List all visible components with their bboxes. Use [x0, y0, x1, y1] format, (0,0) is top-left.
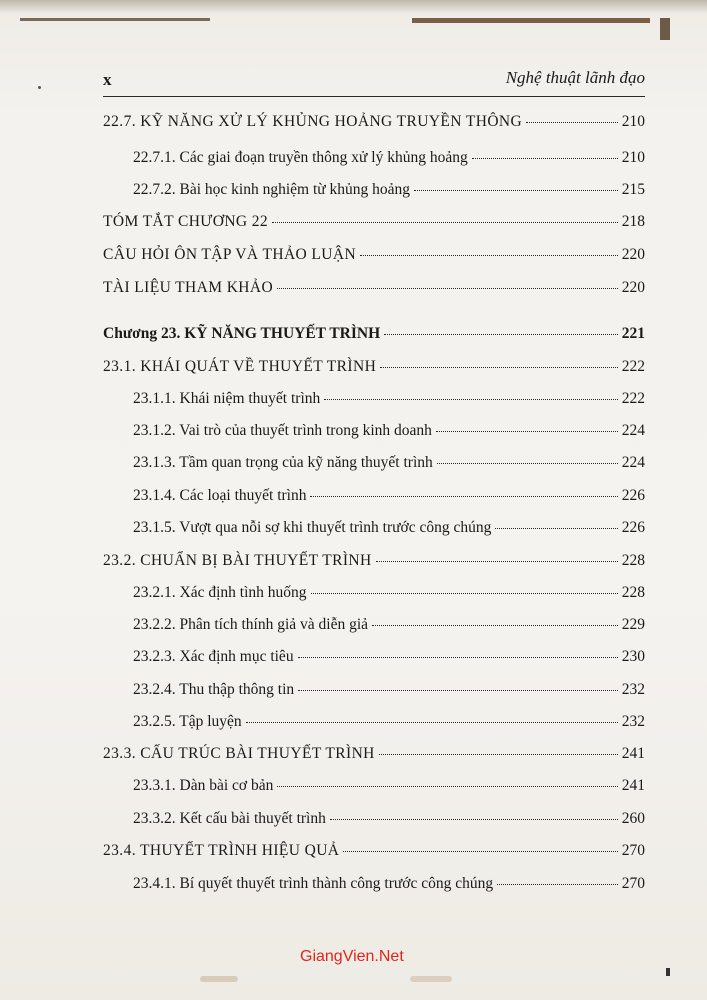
toc-entry	[103, 552, 645, 574]
toc-entry-label: 23.1.4. Các loại thuyết trình	[133, 487, 307, 504]
dot-leader	[324, 399, 617, 400]
toc-entry-label: 23.2.3. Xác định mục tiêu	[133, 648, 294, 665]
toc-entry-page: 232	[621, 713, 645, 730]
toc-entry	[133, 681, 645, 703]
book-title: Nghệ thuật lãnh đạo	[505, 68, 645, 87]
dot-leader	[495, 528, 617, 529]
toc-entry	[103, 358, 645, 380]
toc-entry-label: 23.1.5. Vượt qua nỗi sợ khi thuyết trình trước công chúng	[133, 519, 492, 536]
toc-entry	[133, 487, 645, 509]
corner-mark	[660, 18, 670, 40]
toc-entry	[103, 745, 645, 767]
bottom-smudge-right	[410, 976, 452, 982]
toc-entry	[103, 325, 645, 347]
toc-entry-label: 22.7. KỸ NĂNG XỬ LÝ KHỦNG HOẢNG TRUYỀN THÔNG	[103, 113, 523, 130]
toc-entry	[103, 279, 645, 301]
toc-entry	[103, 246, 645, 268]
toc-entry	[133, 648, 645, 670]
toc-entry-page: 241	[621, 777, 645, 794]
toc-entry-label: 23.4.1. Bí quyết thuyết trình thành công trước công chúng	[133, 875, 494, 892]
toc-entry-page: 221	[621, 325, 645, 342]
dot-leader	[343, 851, 617, 852]
toc-entry-label: Chương 23. KỸ NĂNG THUYẾT TRÌNH	[103, 325, 381, 342]
toc-entry-label: 23.1.1. Khái niệm thuyết trình	[133, 390, 321, 407]
dot-leader	[472, 158, 618, 159]
dot-leader	[360, 255, 618, 256]
dot-leader	[330, 819, 618, 820]
toc-entry-label: 23.1.2. Vai trò của thuyết trình trong kinh doanh	[133, 422, 432, 439]
toc-entry-label: 23.3.1. Dàn bài cơ bản	[133, 777, 274, 794]
toc-entry-page: 228	[621, 584, 645, 601]
toc-entry	[133, 390, 645, 412]
running-header	[103, 68, 645, 94]
toc-entry-page: 220	[621, 279, 645, 296]
toc-entry-label: 23.2.4. Thu thập thông tin	[133, 681, 295, 698]
dot-leader	[437, 463, 618, 464]
toc-entry-page: 232	[621, 681, 645, 698]
toc-entry-label: CÂU HỎI ÔN TẬP VÀ THẢO LUẬN	[103, 246, 357, 263]
dot-leader	[311, 593, 618, 594]
dot-leader	[372, 625, 618, 626]
dot-leader	[310, 496, 617, 497]
dot-leader	[298, 657, 618, 658]
dot-leader	[497, 884, 618, 885]
toc-entry	[133, 149, 645, 171]
toc-entry-page: 260	[621, 810, 645, 827]
toc-entry-label: 23.2.2. Phân tích thính giả và diễn giả	[133, 616, 369, 633]
toc-entry	[133, 181, 645, 203]
toc-entry	[133, 454, 645, 476]
toc-entry-page: 229	[621, 616, 645, 633]
toc-entry-label: 23.1.3. Tầm quan trọng của kỹ năng thuyết trình	[133, 454, 433, 471]
dot-leader	[526, 122, 618, 123]
toc-entry-label: 23.3.2. Kết cấu bài thuyết trình	[133, 810, 326, 827]
toc-entry-page: 215	[621, 181, 645, 198]
toc-entry-page: 226	[621, 519, 645, 536]
watermark: GiangVien.Net	[300, 948, 404, 965]
toc-entry-page: 222	[621, 390, 645, 407]
toc-entry-label: 23.1. KHÁI QUÁT VỀ THUYẾT TRÌNH	[103, 358, 377, 375]
toc-entry-page: 226	[621, 487, 645, 504]
dot-leader	[246, 722, 618, 723]
toc-entry-label: 23.3. CẤU TRÚC BÀI THUYẾT TRÌNH	[103, 745, 375, 762]
page-top-edge	[0, 0, 707, 14]
top-edge-strip-right	[412, 18, 650, 23]
toc-entry	[133, 422, 645, 444]
toc-entry-page: 220	[621, 246, 645, 263]
toc-entry	[133, 777, 645, 799]
dot-leader	[277, 786, 617, 787]
toc-entry-label: 23.2.5. Tập luyện	[133, 713, 242, 730]
toc-entry-label: TÓM TẮT CHƯƠNG 22	[103, 213, 269, 230]
toc-entry	[133, 519, 645, 541]
top-edge-strip-left	[20, 18, 210, 21]
toc-entry-page: 270	[621, 875, 645, 892]
toc-entry	[103, 113, 645, 135]
toc-entry-page: 230	[621, 648, 645, 665]
toc-entry-label: TÀI LIỆU THAM KHẢO	[103, 279, 274, 296]
toc-entry-page: 222	[621, 358, 645, 375]
toc-entry	[133, 584, 645, 606]
toc-entry-label: 23.2. CHUẨN BỊ BÀI THUYẾT TRÌNH	[103, 552, 372, 569]
toc-entry-page: 218	[621, 213, 645, 230]
toc-entry-page: 241	[621, 745, 645, 762]
toc-entry-page: 210	[621, 149, 645, 166]
toc-entry	[133, 875, 645, 897]
toc-entry-page: 270	[621, 842, 645, 859]
toc-entry-page: 224	[621, 454, 645, 471]
dot-leader	[436, 431, 618, 432]
dot-leader	[384, 334, 618, 335]
toc-entry	[103, 213, 645, 235]
dot-leader	[298, 690, 618, 691]
toc-entry-page: 228	[621, 552, 645, 569]
toc-entry-page: 210	[621, 113, 645, 130]
dot-leader	[376, 561, 618, 562]
header-rule	[103, 96, 645, 97]
dot-leader	[380, 367, 618, 368]
margin-dot	[38, 86, 41, 89]
page-number: x	[103, 70, 112, 89]
toc-entry	[133, 713, 645, 735]
bottom-smudge-left	[200, 976, 238, 982]
dot-leader	[414, 190, 618, 191]
dot-leader	[277, 288, 618, 289]
dot-leader	[272, 222, 618, 223]
toc-entry	[133, 616, 645, 638]
bottom-mark	[666, 968, 670, 976]
toc-entry	[133, 810, 645, 832]
toc-entry-label: 22.7.1. Các giai đoạn truyền thông xử lý khủng hoảng	[133, 149, 468, 166]
toc-entry	[103, 842, 645, 864]
dot-leader	[379, 754, 618, 755]
toc-entry-label: 23.2.1. Xác định tình huống	[133, 584, 307, 601]
toc-entry-label: 22.7.2. Bài học kinh nghiệm từ khủng hoảng	[133, 181, 411, 198]
toc-entry-page: 224	[621, 422, 645, 439]
toc-entry-label: 23.4. THUYẾT TRÌNH HIỆU QUẢ	[103, 842, 340, 859]
